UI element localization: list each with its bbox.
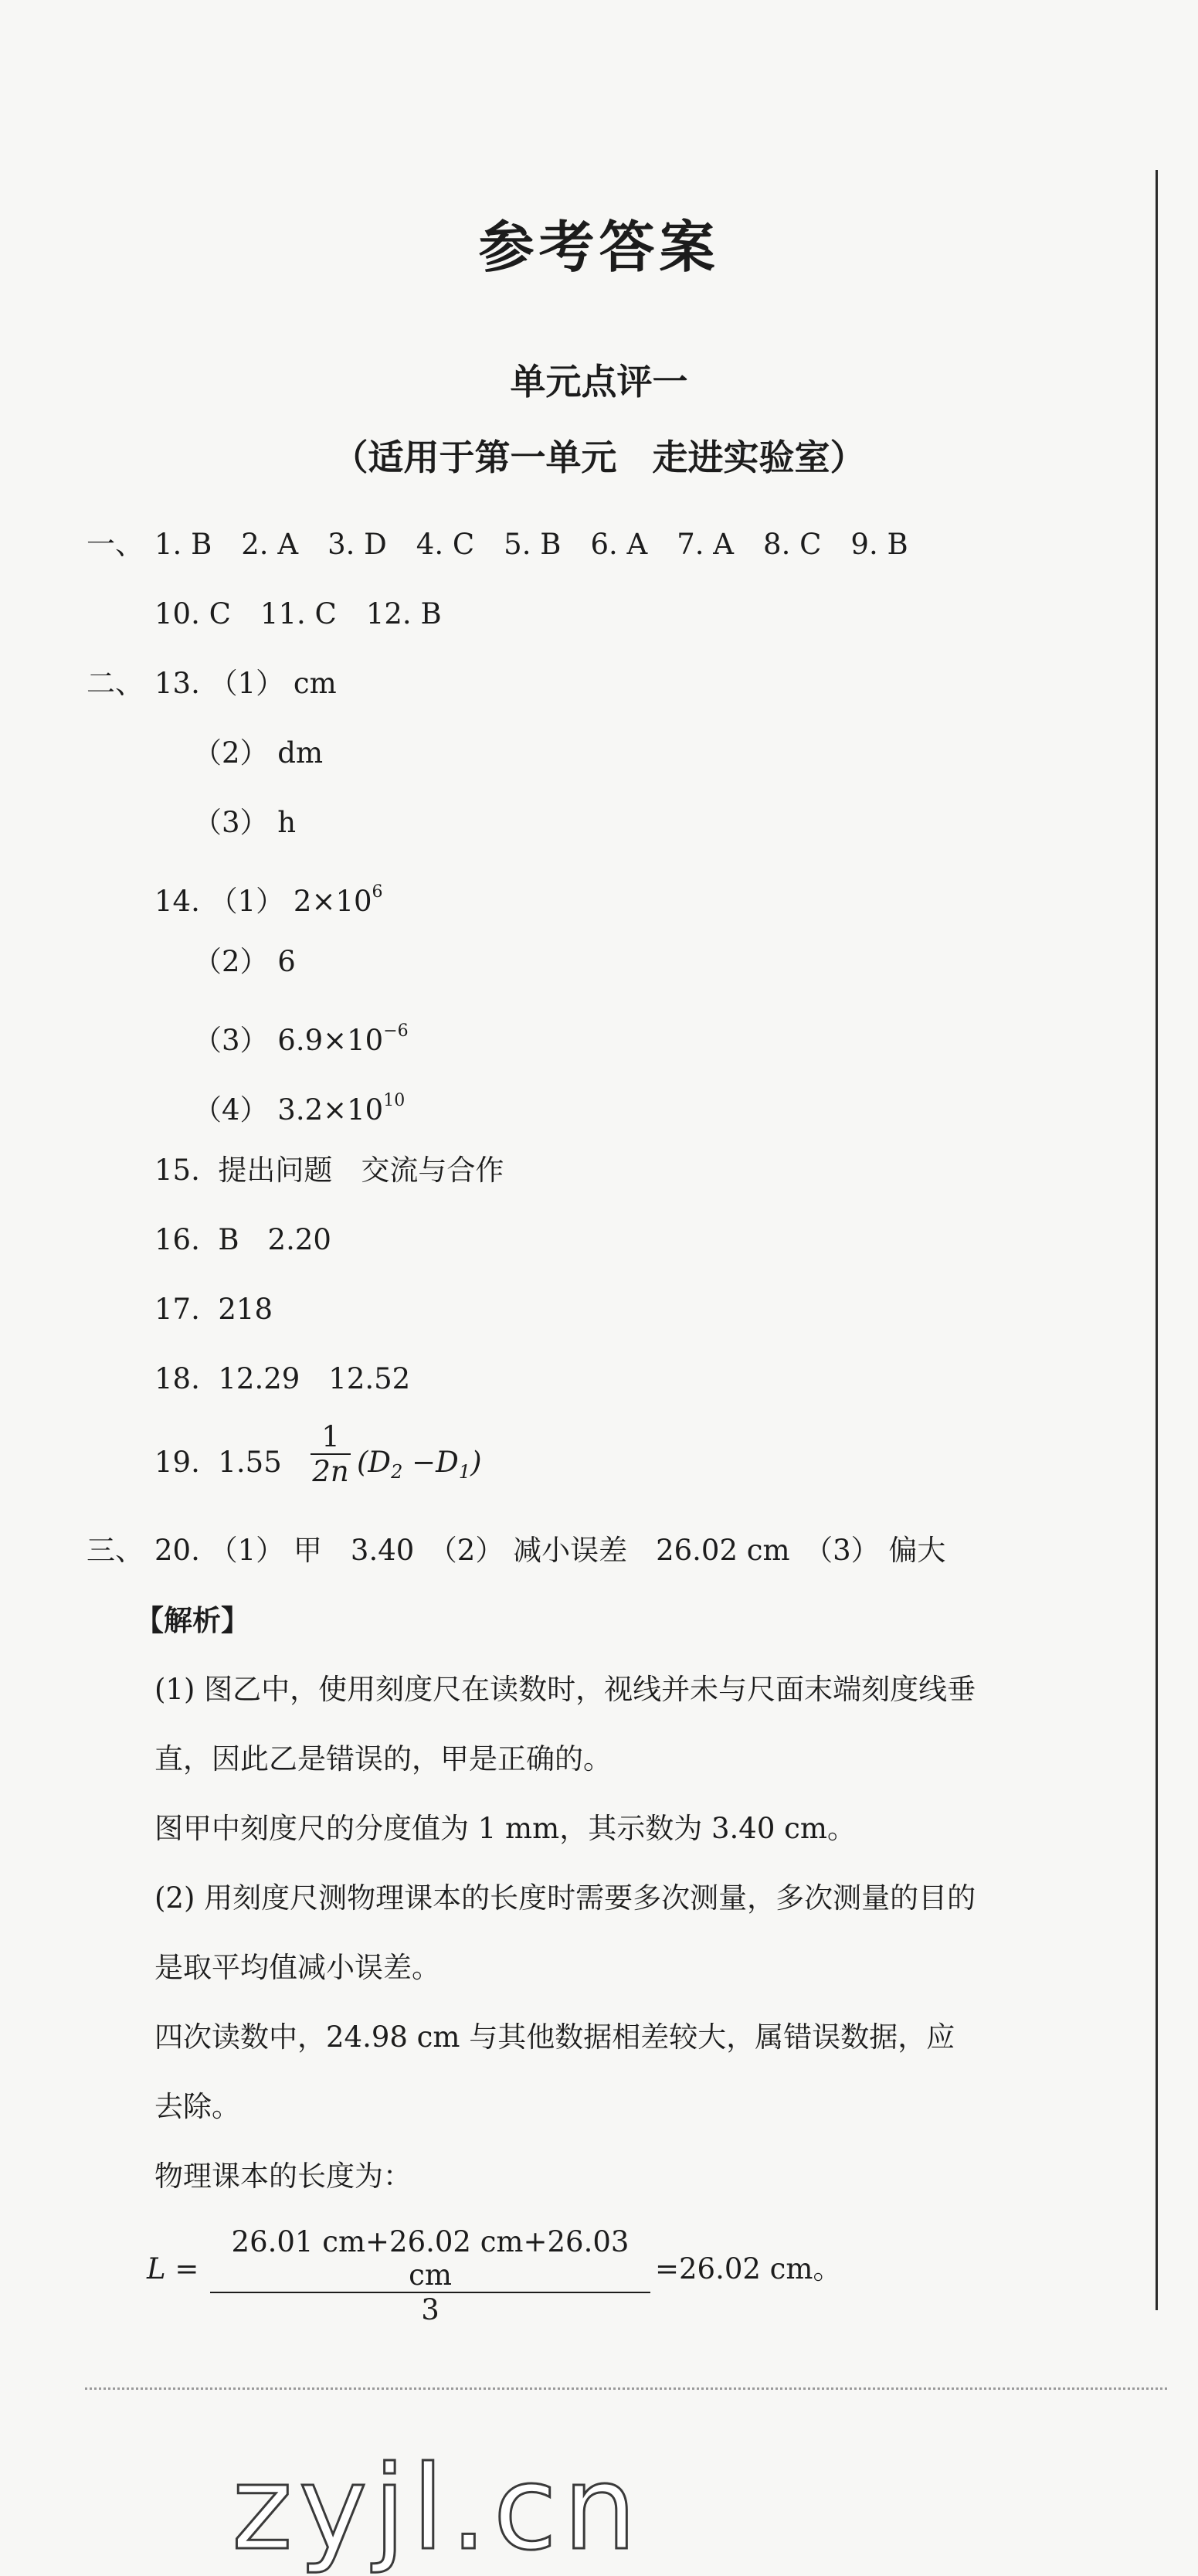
q19-expr-open: (D (357, 1446, 392, 1479)
q19-line: 19. 1.55 (154, 1446, 282, 1479)
analysis-p5: 是取平均值减小误差。 (154, 1951, 440, 1984)
q18-line: 18. 12.29 12.52 (154, 1362, 411, 1395)
answer-item: 4. C (416, 528, 475, 561)
q14-c-exponent: −6 (383, 1021, 409, 1041)
answer-item: 1. B (154, 528, 212, 561)
formula-denominator: 3 (421, 2293, 439, 2326)
formula-numerator: 26.01 cm+26.02 cm+26.03 cm (231, 2225, 630, 2292)
q14-a-text: 14. （1） 2×10 (154, 885, 372, 918)
q16-line: 16. B 2.20 (154, 1223, 331, 1256)
q14-line-b: （2） 6 (193, 945, 296, 978)
q19-fraction-numerator: 1 (321, 1420, 340, 1453)
analysis-p3: 图甲中刻度尺的分度值为 1 mm，其示数为 3.40 cm。 (154, 1812, 856, 1845)
analysis-p4: (2) 用刻度尺测物理课本的长度时需要多次测量，多次测量的目的 (154, 1881, 976, 1915)
analysis-p1: (1) 图乙中，使用刻度尺在读数时，视线并未与尺面末端刻度线垂 (154, 1673, 976, 1706)
q13-line-b: （2） dm (193, 736, 324, 770)
q14-line-c (193, 1012, 409, 1060)
footer-dotted-rule (85, 2387, 1167, 2390)
section-title: 单元点评一 (510, 361, 688, 403)
analysis-p7: 去除。 (154, 2090, 240, 2123)
answer-item: 7. A (677, 528, 735, 561)
q17-line: 17. 218 (154, 1293, 273, 1326)
q19-expr-close: ) (470, 1446, 482, 1479)
section-subtitle: （适用于第一单元 走进实验室） (332, 437, 866, 478)
answer-item: 12. B (365, 597, 442, 630)
answer-item: 11. C (260, 597, 337, 630)
page-title: 参考答案 (478, 214, 720, 280)
q20-line: 20. （1） 甲 3.40 （2） 减小误差 26.02 cm （3） 偏大 (154, 1534, 946, 1567)
q14-line-d (193, 1082, 405, 1130)
q14-c-text: （3） 6.9×10 (193, 1024, 384, 1057)
formula-rhs: =26.02 cm。 (655, 2252, 842, 2285)
q19-sub1: 1 (458, 1461, 471, 1483)
q14-d-text: （4） 3.2×10 (193, 1093, 384, 1127)
q13-line-a: 13. （1） cm (154, 667, 337, 700)
part1-answers-row2 (154, 595, 471, 634)
part1-label: 一、 (87, 528, 144, 561)
part1-answers-row1 (154, 525, 938, 564)
q13-line-c: （3） h (193, 806, 297, 839)
answer-item: 9. B (850, 528, 908, 561)
answer-item: 10. C (154, 597, 231, 630)
analysis-p8: 物理课本的长度为： (154, 2160, 412, 2193)
answer-item: 2. A (241, 528, 299, 561)
right-margin-rule (1156, 170, 1158, 2310)
q19-expression (357, 1443, 482, 1491)
q14-line-a (154, 873, 383, 921)
q19-fraction-denominator: 2n (312, 1455, 349, 1488)
answer-item: 8. C (763, 528, 822, 561)
q19-sub2: 2 (391, 1461, 403, 1483)
q14-a-exponent: 6 (372, 882, 383, 902)
answer-item: 6. A (590, 528, 648, 561)
part3-label: 三、 (87, 1534, 144, 1567)
answer-item: 3. D (327, 528, 387, 561)
analysis-tag: 【解析】 (135, 1603, 249, 1637)
q14-d-exponent: 10 (383, 1091, 406, 1110)
q19-fraction (311, 1420, 351, 1488)
q15-line: 15. 提出问题 交流与合作 (154, 1154, 504, 1187)
q19-expr-minus: −D (402, 1446, 459, 1479)
part2-label: 二、 (87, 667, 144, 700)
formula-lhs: L = (147, 2252, 199, 2285)
formula-fraction (210, 2225, 650, 2326)
analysis-p6: 四次读数中，24.98 cm 与其他数据相差较大，属错误数据，应 (154, 2020, 955, 2054)
site-watermark: zyjl.cn (232, 2442, 643, 2576)
analysis-p2: 直，因此乙是错误的，甲是正确的。 (154, 1742, 612, 1776)
answer-item: 5. B (504, 528, 562, 561)
